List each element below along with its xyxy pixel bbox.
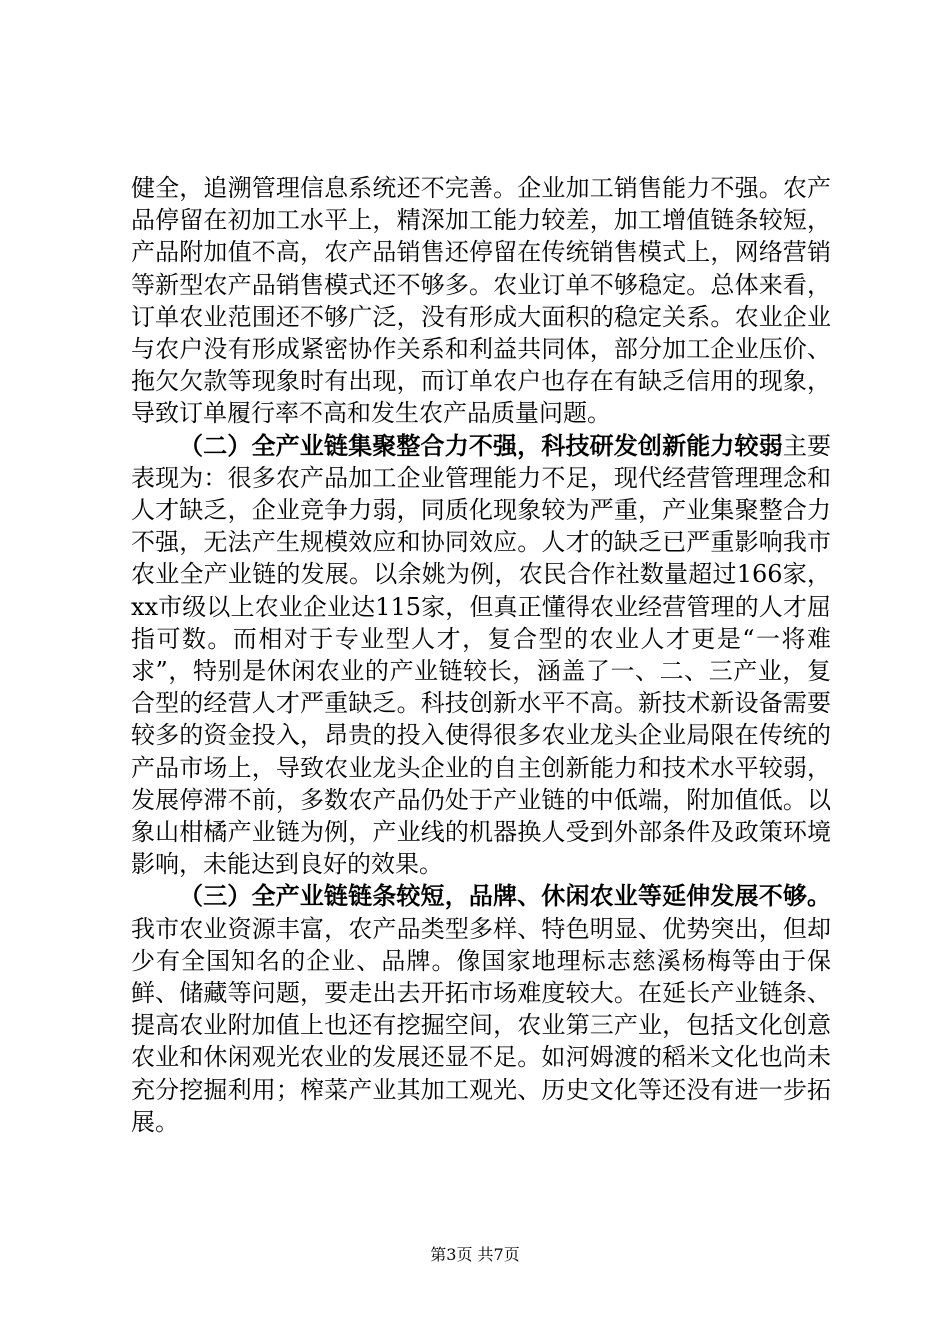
paragraph-3 xyxy=(131,880,831,1138)
paragraph-2-text: 主要表现为：很多农产品加工企业管理能力不足，现代经营管理理念和人才缺乏，企业竞争力弱，同质化现象较为严重，产业集聚整合力不强，无法产生规模效应和协同效应。人才的缺乏已严重影响我市农业全产业链的发展。以余姚为例，农民合作社数量超过166家，xx市级以上农业企业达115家，但真正懂得农业经营管理的人才屈指可数。而相对于专业型人才，复合型的农业人才更是“一将难求”，特别是休闲农业的产业链较长，涵盖了一、二、三产业，复合型的经营人才严重缺乏。科技创新水平不高。新技术新设备需要较多的资金投入，昂贵的投入使得很多农业龙头企业局限在传统的产品市场上，导致农业龙头企业的自主创新能力和技术水平较弱，发展停滞不前，多数农产品仍处于产业链的中低端，附加值低。以象山柑橘产业链为例，产业线的机器换人受到外部条件及政策环境影响，未能达到良好的效果。 xyxy=(131,431,832,879)
page-footer xyxy=(0,1245,950,1265)
section-heading-2: （二）全产业链集聚整合力不强，科技研发创新能力较弱 xyxy=(179,430,783,460)
section-heading-3: （三）全产业链链条较短，品牌、休闲农业等延伸发展不够。 xyxy=(179,881,831,911)
page-number: 第3页 共7页 xyxy=(430,1245,520,1264)
paragraph-1 xyxy=(131,172,831,430)
paragraph-1-text: 健全，追溯管理信息系统还不完善。企业加工销售能力不强。农产品停留在初加工水平上，精深加工能力较差，加工增值链条较短，产品附加值不高，农产品销售还停留在传统销售模式上，网络营销等新型农产品销售模式还不够多。农业订单不够稳定。总体来看，订单农业范围还不够广泛，没有形成大面积的稳定关系。农业企业与农户没有形成紧密协作关系和利益共同体，部分加工企业压价、拖欠欠款等现象时有出现，而订单农户也存在有缺乏信用的现象，导致订单履行率不高和发生农产品质量问题。 xyxy=(131,174,831,428)
page-body xyxy=(131,172,831,1138)
paragraph-3-text: 我市农业资源丰富，农产品类型多样、特色明显、优势突出，但却少有全国知名的企业、品牌。像国家地理标志慈溪杨梅等由于保鲜、储藏等问题，要走出去开拓市场难度较大。在延长产业链条、提高农业附加值上也还有挖掘空间，农业第三产业，包括文化创意农业和休闲观光农业的发展还显不足。如河姆渡的稻米文化也尚未充分挖掘利用；榨菜产业其加工观光、历史文化等还没有进一步拓展。 xyxy=(131,914,831,1136)
paragraph-2 xyxy=(131,430,831,881)
